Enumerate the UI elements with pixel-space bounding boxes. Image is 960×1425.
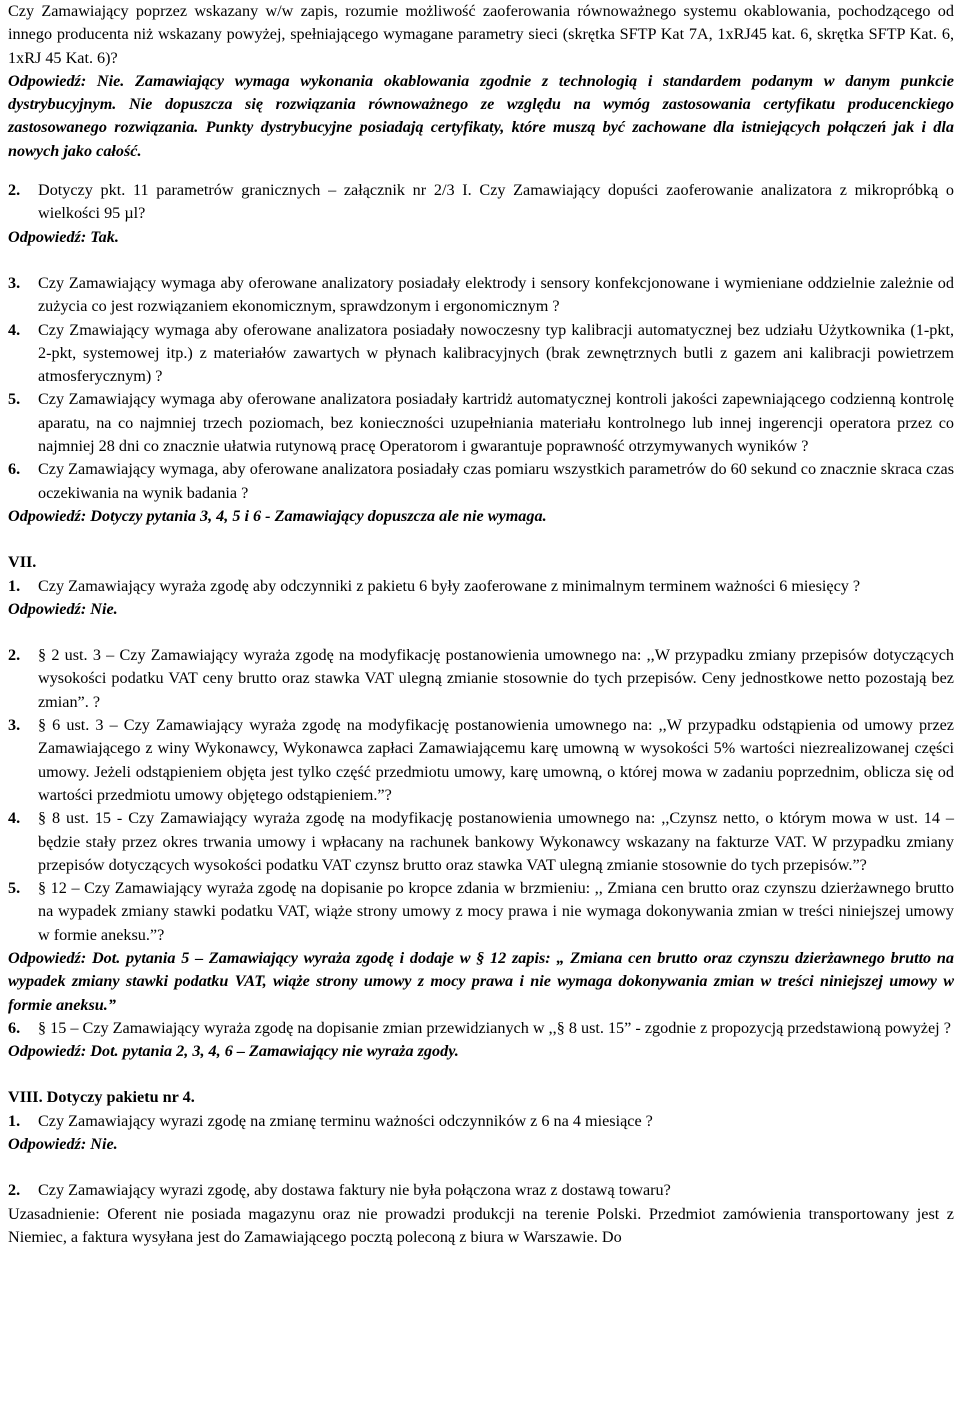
section-heading-viii: VIII. Dotyczy pakietu nr 4. — [8, 1088, 195, 1107]
section-vii-question-1 — [8, 575, 954, 598]
question-number: 5. — [8, 879, 21, 898]
intro-question: Czy Zamawiający poprzez wskazany w/w zapis, rozumie możliwość zaoferowania równoważnego systemu okablowania, pochodzącego od innego producenta niż wskazany powyżej, spełniającego wymagane parametry sieci (skrętka SFTP Kat 7A, 1xRJ45 kat. 6, skrętka SFTP Kat. 6, 1xRJ 45 Kat. 6)? — [8, 2, 954, 67]
question-number: 1. — [8, 576, 21, 595]
question-5 — [8, 388, 954, 458]
question-4 — [8, 319, 954, 389]
question-number: 3. — [8, 273, 21, 292]
question-text: Czy Zamawiający wymaga, aby oferowane analizatora posiadały czas pomiaru wszystkich parametrów do 60 sekund co znacznie skraca czas oczekiwania na wynik badania ? — [38, 460, 955, 502]
question-number: 2. — [8, 181, 21, 200]
document-page — [8, 0, 954, 1249]
question-number: 5. — [8, 390, 21, 409]
section-viii-answer-1: Odpowiedź: Nie. — [8, 1135, 118, 1154]
section-heading-vii: VII. — [8, 553, 37, 572]
question-text: Czy Zamawiający wymaga aby oferowane analizatora posiadały kartridż automatycznej kontroli jakości zapewniającego codzienną kontrolę aparatu, na co najmniej trzech poziomach, bez konieczności uzupełniania materiału kontrolnego lub innej ingerencji operatora przez co najmniej 28 dni co znacznie ułatwia rutynową pracę Operatorom i gwarantuje poprawność otrzymywanych wyników ? — [38, 390, 954, 456]
section-vii-answer-2-3-4-6: Odpowiedź: Dot. pytania 2, 3, 4, 6 – Zamawiający nie wyraża zgody. — [8, 1042, 459, 1061]
answer-italic-text: Zamawiający wymaga wykonania okablowania zgodnie z technologią i standardem podanym w danym punkcie dystrybucyjnym. — [8, 71, 954, 114]
question-number: 4. — [8, 809, 21, 828]
question-text: § 12 – Czy Zamawiający wyraża zgodę na dopisanie po kropce zdania w brzmieniu: ,, Zmiana cen brutto oraz czynszu dzierżawnego brutto na wypadek zmiany stawki podatku VAT, wiąże strony umowy z mocy prawa i nie wymaga dokonywania zmian w treści niniejszej umowy w formie aneksu.”? — [38, 879, 954, 944]
question-text: Dotyczy pkt. 11 parametrów granicznych – załącznik nr 2/3 I. Czy Zamawiający dopuści zaoferowanie analizatora z mikropróbką o wielkości 95 µl? — [38, 181, 954, 223]
question-text: § 15 – Czy Zamawiający wyraża zgodę na dopisanie zmian przewidzianych w ,,§ 8 ust. 15” - zgodnie z propozycją przedstawioną powyżej ? — [38, 1018, 951, 1037]
section-vii-question-4 — [8, 807, 954, 877]
section-vii-question-2 — [8, 644, 954, 714]
question-number: 4. — [8, 320, 21, 339]
question-number: 2. — [8, 646, 21, 665]
answer-bold-italic-text: Nie dopuszcza się rozwiązania równoważnego ze względu na wymóg zastosowania certyfikatu producenckiego zastosowanego rozwiązania. Punkty dystrybucyjne posiadają certyfikaty, które muszą być zachowane dla istniejących połączeń jak i dla nowych jako całość. — [8, 95, 954, 160]
question-3 — [8, 272, 954, 319]
section-vii-answer-1: Odpowiedź: Nie. — [8, 599, 118, 618]
question-text: Czy Zamawiający wyrazi zgodę na zmianę terminu ważności odczynników z 6 na 4 miesiące ? — [38, 1111, 653, 1130]
question-text: § 6 ust. 3 – Czy Zamawiający wyraża zgodę na modyfikację postanowienia umownego na: ,,W przypadku odstąpienia od umowy przez Zamawiającego z winy Wykonawcy, Wykonawca zapłaci Zamawiającemu karę umowną w wysokości 5% wartości niezrealizowanej części umowy. Jeżeli odstąpieniem objęta jest tylko część przedmiotu umowy, karę umowną, o której mowa w zadaniu poprzednim, oblicza się od wartości przedmiotu umowy objętego odstąpieniem.”? — [38, 716, 954, 804]
question-text: § 2 ust. 3 – Czy Zamawiający wyraża zgodę na modyfikację postanowienia umownego na: ,,W przypadku zmiany przepisów dotyczących wysokości podatku VAT ceny brutto oraz stawka VAT ulegną zmianie stosownie do tych przepisów. Ceny jednostkowe netto pozostają bez zmian”. ? — [38, 646, 954, 711]
question-number: 1. — [8, 1111, 21, 1130]
section-viii-justification: Uzasadnienie: Oferent nie posiada magazynu oraz nie prowadzi produkcji na terenie Polski. Przedmiot zamówienia transportowany jest z Niemiec, a faktura wysyłana jest do Zamawiającego pocztą poleconą z biura w Warszawie. Do — [8, 1204, 954, 1246]
question-text: Czy Zamawiający wyraża zgodę aby odczynniki z pakietu 6 były zaoferowane z minimalnym terminem ważności 6 miesięcy ? — [38, 576, 861, 595]
question-text: Czy Zmawiający wymaga aby oferowane analizatora posiadały nowoczesny typ kalibracji automatycznej bez udziału Użytkownika (1-pkt, 2-pkt, systemowej itp.) z materiałów zawartych w płynach kalibracyjnych (brak zewnętrznych butli z gazem ani kalibracji powietrzem atmosferycznym) ? — [38, 320, 954, 386]
answer-2: Odpowiedź: Tak. — [8, 227, 119, 246]
question-text: § 8 ust. 15 - Czy Zamawiający wyraża zgodę na modyfikację postanowienia umownego na: ,,Czynsz netto, o którym mowa w ust. 14 – będzie stały przez okres trwania umowy i wpłacany na rachunek bankowy Wykonawcy wskazany na fakturze VAT. W przypadku zmiany przepisów dotyczących wysokości podatku VAT czynsz brutto oraz stawka VAT ulegną zmianie stosownie do tych przepisów.”? — [38, 809, 954, 874]
question-text: Czy Zamawiający wyrazi zgodę, aby dostawa faktury nie była połączona wraz z dostawą towaru? — [38, 1181, 671, 1200]
answer-label: Odpowiedź: Nie. — [8, 71, 125, 90]
question-6 — [8, 458, 954, 505]
section-vii-question-3 — [8, 714, 954, 807]
question-text: Czy Zamawiający wymaga aby oferowane analizatory posiadały elektrody i sensory konfekcjonowane i wymieniane oddzielnie zależnie od zużycia co jest rozwiązaniem ekonomicznym, sprawdzonym i ergonomicznym ? — [38, 273, 954, 316]
question-number: 2. — [8, 1181, 21, 1200]
question-number: 6. — [8, 460, 21, 479]
answer-3-6: Odpowiedź: Dotyczy pytania 3, 4, 5 i 6 - Zamawiający dopuszcza ale nie wymaga. — [8, 506, 547, 525]
section-vii-answer-5: Odpowiedź: Dot. pytania 5 – Zamawiający wyraża zgodę i dodaje w § 12 zapis: „ Zmiana cen brutto oraz czynszu dzierżawnego brutto na wypadek zmiany stawki podatku VAT, wiąże strony umowy z mocy prawa i nie wymaga dokonywania zmian w treści niniejszej umowy w formie aneksu.” — [8, 948, 954, 1014]
intro-answer — [8, 70, 954, 163]
question-2 — [8, 179, 954, 226]
section-viii-question-1 — [8, 1110, 954, 1133]
question-number: 6. — [8, 1018, 21, 1037]
section-vii-question-6 — [8, 1017, 954, 1040]
section-viii-question-2 — [8, 1179, 954, 1202]
section-vii-question-5 — [8, 877, 954, 947]
question-number: 3. — [8, 716, 21, 735]
